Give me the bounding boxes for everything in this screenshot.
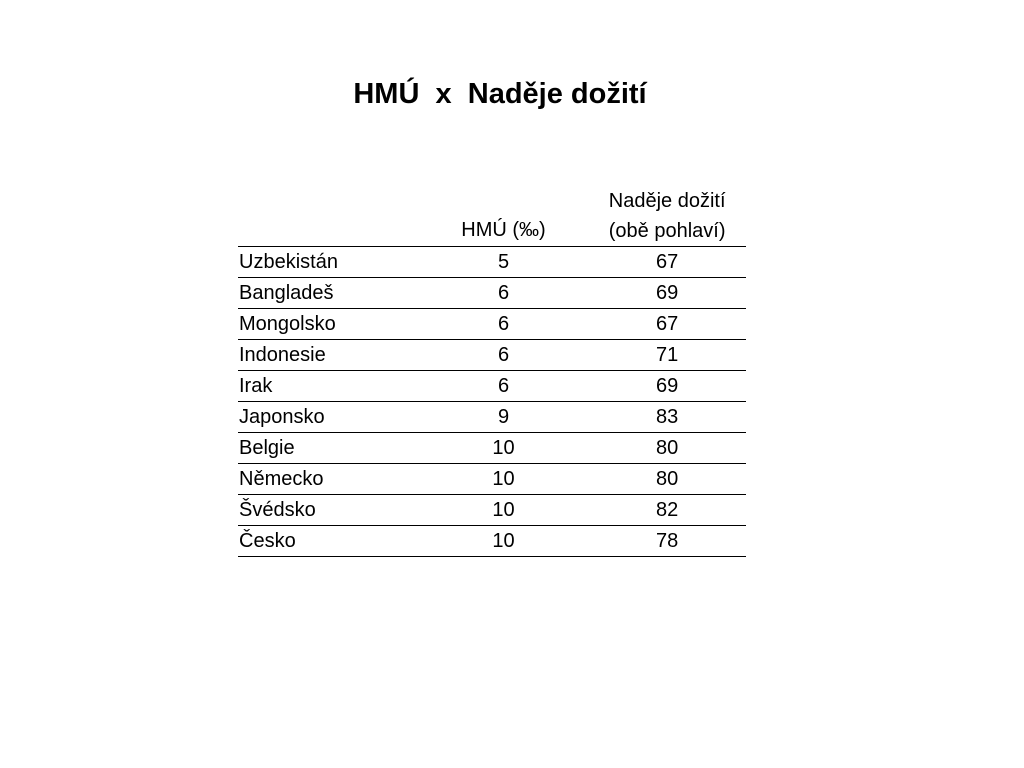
cell-life: 69 bbox=[588, 278, 746, 309]
cell-hmu: 5 bbox=[419, 247, 589, 278]
cell-hmu: 6 bbox=[419, 371, 589, 402]
cell-hmu: 10 bbox=[419, 495, 589, 526]
slide-title: HMÚ x Naděje dožití bbox=[353, 78, 647, 110]
cell-life: 80 bbox=[588, 433, 746, 464]
table-row bbox=[238, 464, 746, 495]
cell-life: 80 bbox=[588, 464, 746, 495]
cell-hmu: 9 bbox=[419, 402, 589, 433]
cell-hmu: 10 bbox=[419, 464, 589, 495]
table-row bbox=[238, 433, 746, 464]
cell-country: Mongolsko bbox=[238, 309, 419, 340]
cell-life: 82 bbox=[588, 495, 746, 526]
table-row bbox=[238, 340, 746, 371]
cell-life: 83 bbox=[588, 402, 746, 433]
header-life-line1: Naděje dožití bbox=[608, 190, 726, 212]
cell-country: Uzbekistán bbox=[238, 247, 419, 278]
table-header-row bbox=[238, 186, 746, 247]
table-row bbox=[238, 495, 746, 526]
cell-country: Německo bbox=[238, 464, 419, 495]
table-row bbox=[238, 278, 746, 309]
data-table bbox=[238, 186, 746, 557]
cell-hmu: 6 bbox=[419, 278, 589, 309]
cell-life: 71 bbox=[588, 340, 746, 371]
cell-life: 69 bbox=[588, 371, 746, 402]
cell-country: Česko bbox=[238, 526, 419, 557]
table-row bbox=[238, 247, 746, 278]
cell-hmu: 6 bbox=[419, 309, 589, 340]
header-life-expectancy bbox=[588, 186, 746, 247]
table-row bbox=[238, 526, 746, 557]
header-hmu: HMÚ (‰) bbox=[419, 186, 589, 247]
cell-country: Japonsko bbox=[238, 402, 419, 433]
table-row bbox=[238, 371, 746, 402]
header-life-line2: (obě pohlaví) bbox=[608, 220, 726, 242]
cell-life: 78 bbox=[588, 526, 746, 557]
cell-country: Belgie bbox=[238, 433, 419, 464]
cell-hmu: 10 bbox=[419, 433, 589, 464]
table-row bbox=[238, 309, 746, 340]
cell-life: 67 bbox=[588, 247, 746, 278]
cell-country: Bangladeš bbox=[238, 278, 419, 309]
cell-country: Irak bbox=[238, 371, 419, 402]
cell-hmu: 6 bbox=[419, 340, 589, 371]
cell-country: Švédsko bbox=[238, 495, 419, 526]
header-country bbox=[238, 186, 419, 247]
cell-hmu: 10 bbox=[419, 526, 589, 557]
cell-country: Indonesie bbox=[238, 340, 419, 371]
cell-life: 67 bbox=[588, 309, 746, 340]
table-row bbox=[238, 402, 746, 433]
